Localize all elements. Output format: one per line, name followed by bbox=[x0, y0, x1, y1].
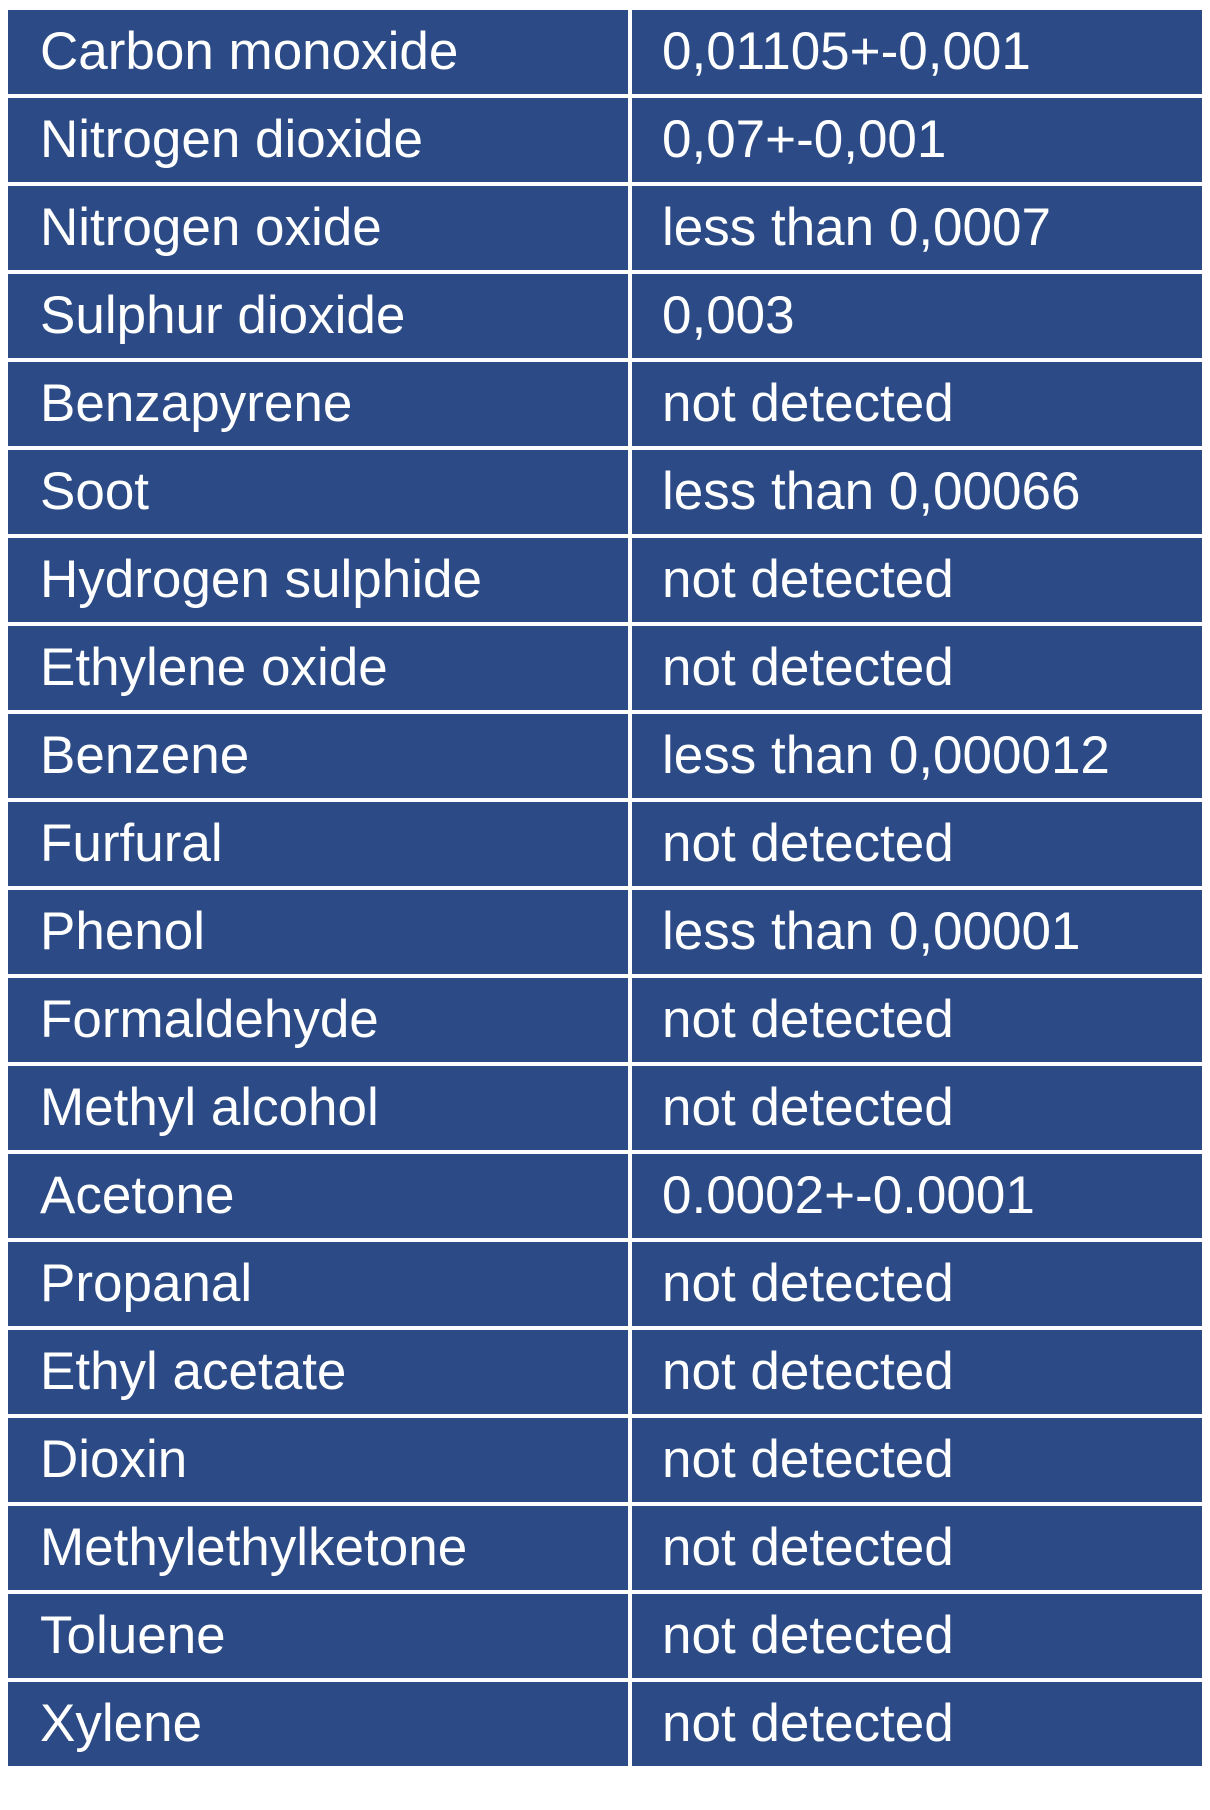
substance-name-cell: Hydrogen sulphide bbox=[8, 538, 628, 622]
concentration-value-cell: 0.0002+-0.0001 bbox=[632, 1154, 1202, 1238]
table-row bbox=[8, 450, 1202, 534]
table-row bbox=[8, 1154, 1202, 1238]
concentration-value-cell: not detected bbox=[632, 1682, 1202, 1766]
concentration-value-cell: not detected bbox=[632, 1066, 1202, 1150]
concentration-value-cell: not detected bbox=[632, 538, 1202, 622]
substance-name-cell: Furfural bbox=[8, 802, 628, 886]
concentration-value-cell: not detected bbox=[632, 1330, 1202, 1414]
substance-name-cell: Toluene bbox=[8, 1594, 628, 1678]
table-row bbox=[8, 538, 1202, 622]
substance-name-cell: Nitrogen oxide bbox=[8, 186, 628, 270]
substance-name-cell: Benzapyrene bbox=[8, 362, 628, 446]
substance-name-cell: Methylethylketone bbox=[8, 1506, 628, 1590]
substance-name-cell: Sulphur dioxide bbox=[8, 274, 628, 358]
table-row bbox=[8, 1506, 1202, 1590]
substance-name-cell: Dioxin bbox=[8, 1418, 628, 1502]
concentration-value-cell: less than 0,000012 bbox=[632, 714, 1202, 798]
concentration-value-cell: not detected bbox=[632, 626, 1202, 710]
table-row bbox=[8, 626, 1202, 710]
concentration-value-cell: 0,003 bbox=[632, 274, 1202, 358]
concentration-value-cell: less than 0,00001 bbox=[632, 890, 1202, 974]
substance-name-cell: Benzene bbox=[8, 714, 628, 798]
table-row bbox=[8, 186, 1202, 270]
concentration-value-cell: not detected bbox=[632, 1594, 1202, 1678]
substance-name-cell: Xylene bbox=[8, 1682, 628, 1766]
concentration-value-cell: 0,01105+-0,001 bbox=[632, 10, 1202, 94]
table-row bbox=[8, 890, 1202, 974]
table-row bbox=[8, 274, 1202, 358]
table-row bbox=[8, 714, 1202, 798]
concentration-value-cell: less than 0,0007 bbox=[632, 186, 1202, 270]
substance-name-cell: Nitrogen dioxide bbox=[8, 98, 628, 182]
concentration-value-cell: not detected bbox=[632, 1418, 1202, 1502]
table-row bbox=[8, 98, 1202, 182]
table-row bbox=[8, 1066, 1202, 1150]
table-row bbox=[8, 1330, 1202, 1414]
table-row bbox=[8, 1594, 1202, 1678]
substance-name-cell: Ethyl acetate bbox=[8, 1330, 628, 1414]
table-row bbox=[8, 1682, 1202, 1766]
table-body bbox=[8, 10, 1202, 1766]
table-row bbox=[8, 802, 1202, 886]
substance-name-cell: Ethylene oxide bbox=[8, 626, 628, 710]
table-row bbox=[8, 1242, 1202, 1326]
substance-name-cell: Methyl alcohol bbox=[8, 1066, 628, 1150]
substance-name-cell: Carbon monoxide bbox=[8, 10, 628, 94]
concentration-value-cell: not detected bbox=[632, 978, 1202, 1062]
table-row bbox=[8, 978, 1202, 1062]
substance-name-cell: Phenol bbox=[8, 890, 628, 974]
concentration-value-cell: not detected bbox=[632, 1242, 1202, 1326]
concentration-value-cell: 0,07+-0,001 bbox=[632, 98, 1202, 182]
substance-name-cell: Formaldehyde bbox=[8, 978, 628, 1062]
substance-name-cell: Acetone bbox=[8, 1154, 628, 1238]
concentration-value-cell: less than 0,00066 bbox=[632, 450, 1202, 534]
table-row bbox=[8, 1418, 1202, 1502]
concentration-value-cell: not detected bbox=[632, 362, 1202, 446]
table-row bbox=[8, 362, 1202, 446]
concentration-value-cell: not detected bbox=[632, 802, 1202, 886]
substance-name-cell: Soot bbox=[8, 450, 628, 534]
emissions-table bbox=[4, 6, 1206, 1770]
concentration-value-cell: not detected bbox=[632, 1506, 1202, 1590]
substance-name-cell: Propanal bbox=[8, 1242, 628, 1326]
table-row bbox=[8, 10, 1202, 94]
